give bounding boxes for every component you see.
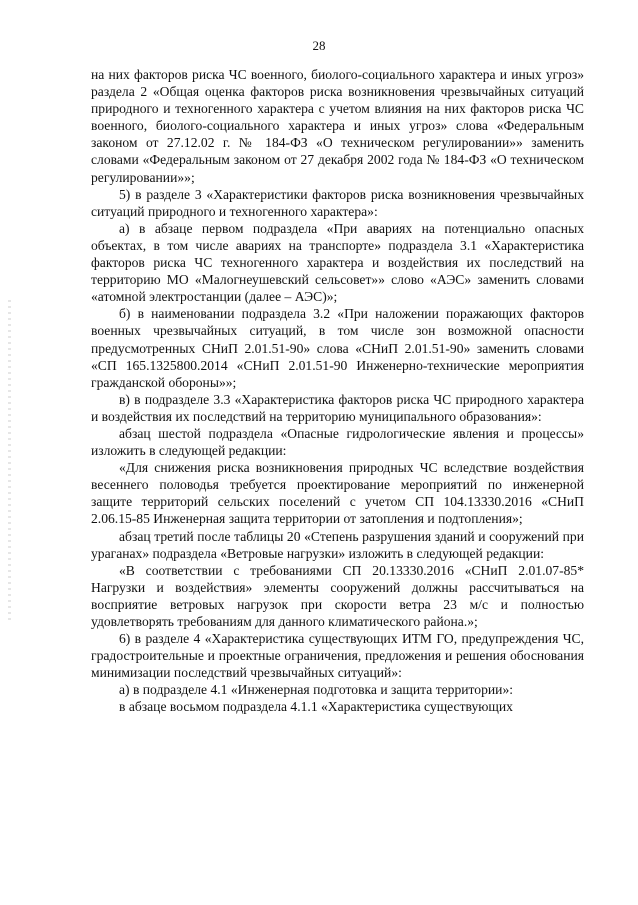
paragraph: на них факторов риска ЧС военного, биолого-социального характера и иных угроз» раздела 2 «Общая оценка факторов риска возникновения чрезвычайных ситуаций природного и техногенного характера с учетом влияния на них факторов риска ЧС военного, биолого-социального характера и иных угроз» слова «Федеральным законом от 27.12.02 г. № 184-ФЗ «О техническом регулировании»» заменить словами «Федеральным законом от 27 декабря 2002 года № 184-ФЗ «О техническом регулировании»»; (91, 67, 584, 185)
paragraph: 6) в разделе 4 «Характеристика существующих ИТМ ГО, предупреждения ЧС, градостроительные и проектные ограничения, предложения и решения обоснования минимизации последствий чрезвычайных ситуаций»: (91, 631, 584, 681)
paragraph: в) в подразделе 3.3 «Характеристика факторов риска ЧС природного характера и воздействия их последствий на территорию муниципального образования»: (91, 391, 584, 424)
paragraph: а) в абзаце первом подраздела «При авариях на потенциально опасных объектах, в том числе авариях на транспорте» подраздела 3.1 «Характеристика факторов риска ЧС техногенного характера и воздействия их последствий на территорию МО «Малогнеушевский сельсовет»» слово «АЭС» заменить словами «атомной электростанции (далее – АЭС)»; (91, 220, 584, 305)
scan-edge-mark (8, 300, 11, 620)
page-number: 28 (312, 38, 326, 53)
paragraph: «Для снижения риска возникновения природных ЧС вследствие воздействия весеннего половодья требуется проектирование мероприятий по инженерной защите территорий сельских поселений с учетом СП 104.13330.2016 «СНиП 2.06.15-85 Инженерная защита территории от затопления и подтопления»; (91, 460, 584, 527)
paragraph: абзац третий после таблицы 20 «Степень разрушения зданий и сооружений при ураганах» подраздела «Ветровые нагрузки» изложить в следующей редакции: (91, 528, 584, 561)
paragraph: в абзаце восьмом подраздела 4.1.1 «Характеристика существующих (119, 699, 513, 715)
paragraph: «В соответствии с требованиями СП 20.13330.2016 «СНиП 2.01.07-85* Нагрузки и воздействия» элементы сооружений должны рассчитываться на восприятие ветровых нагрузок при скорости ветра 23 м/с и полностью удовлетворять требованиям для данного климатического района.»; (91, 562, 584, 629)
paragraph: б) в наименовании подраздела 3.2 «При наложении поражающих факторов военных чрезвычайных ситуаций, в том числе зон возможной опасности предусмотренных СНиП 2.01.51-90» слова «СНиП 2.01.51-90» заменить словами «СП 165.1325800.2014 «СНиП 2.01.51-90 Инженерно-технические мероприятия гражданской обороны»»; (91, 306, 584, 390)
paragraph: абзац шестой подраздела «Опасные гидрологические явления и процессы» изложить в следующей редакции: (91, 425, 584, 459)
document-body (91, 66, 584, 716)
paragraph: 5) в разделе 3 «Характеристики факторов риска возникновения чрезвычайных ситуаций природного и техногенного характера»: (91, 186, 584, 219)
paragraph: а) в подразделе 4.1 «Инженерная подготовка и защита территории»: (119, 682, 514, 698)
